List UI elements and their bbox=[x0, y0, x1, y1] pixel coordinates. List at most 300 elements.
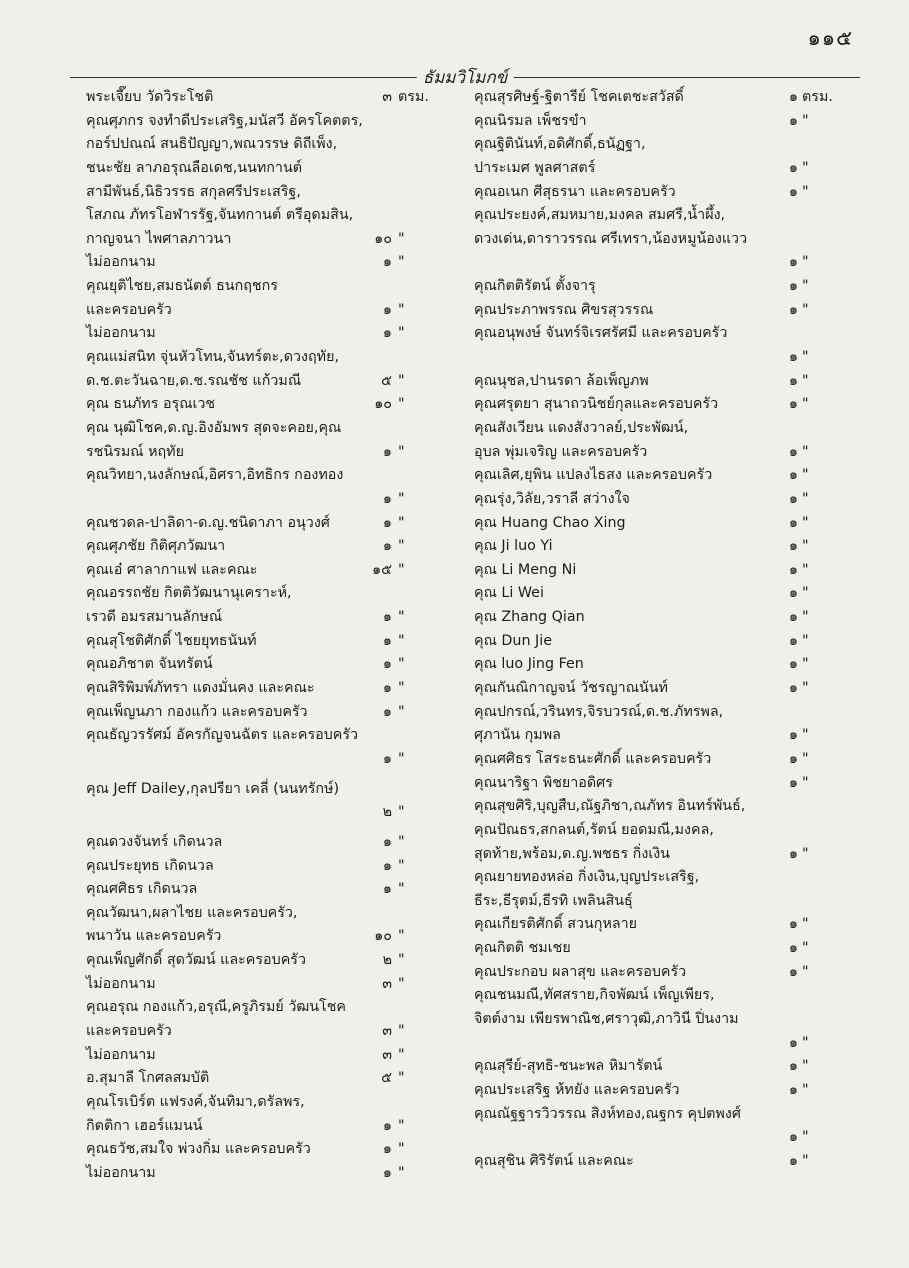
donor-entry bbox=[474, 819, 842, 843]
donation-amount: ๑ bbox=[788, 112, 798, 129]
donation-unit: " bbox=[398, 1046, 405, 1063]
donation-unit: " bbox=[802, 349, 809, 366]
donation-unit: " bbox=[802, 940, 809, 957]
donor-entry bbox=[474, 275, 842, 299]
donor-entry bbox=[474, 772, 842, 796]
donation-amount: ๑ bbox=[382, 301, 392, 318]
donor-name: คุณวัฒนา,ผลาไชย และครอบครัว, bbox=[86, 904, 298, 921]
donor-name: คุณอนุพงษ์ จันทร์จิเรศรัศมี และครอบครัว bbox=[474, 325, 728, 342]
donor-name: พระเจี๊ยบ วัดวิระโชติ bbox=[86, 89, 214, 105]
donor-entry bbox=[474, 890, 842, 914]
donation-amount: ๑ bbox=[788, 1129, 798, 1146]
donation-amount: ๑ bbox=[788, 443, 798, 460]
donor-entry bbox=[474, 795, 842, 819]
donor-name: คุณสุโชติศักดิ์ ไชยยุทธนันท์ bbox=[86, 632, 257, 649]
donor-name: คุณกันณิกาญจน์ วัชรญาณนันท์ bbox=[474, 680, 668, 697]
donor-entry bbox=[86, 748, 456, 772]
donor-name: ไม่ออกนาม bbox=[86, 975, 156, 992]
donor-entry bbox=[86, 535, 456, 559]
donation-amount: ๑ bbox=[788, 183, 798, 200]
donor-name: คุณยายทองหล่อ กิ่งเงิน,บุญประเสริฐ, bbox=[474, 869, 700, 886]
donor-entry bbox=[86, 996, 456, 1020]
donor-entry bbox=[86, 275, 456, 299]
donation-unit: " bbox=[802, 585, 809, 602]
donation-unit: " bbox=[802, 467, 809, 484]
donor-entry bbox=[474, 1055, 842, 1079]
donor-name: คุณโรเบิร์ต แฟรงค์,จันทิมา,ดรัลพร, bbox=[86, 1093, 305, 1110]
donation-unit: " bbox=[398, 656, 405, 673]
donor-name: คุณยุติไชย,สมธนัตต์ ธนกฤชกร bbox=[86, 278, 278, 295]
donor-name: คุณอรุณ กองแก้ว,อรุณี,ครูภิรมย์ วัฒนโชค bbox=[86, 999, 346, 1016]
donor-entry bbox=[474, 1079, 842, 1103]
donation-unit: " bbox=[398, 396, 405, 413]
donor-name: คุณประยงค์,สมหมาย,มงคล สมศรี,น้ำผึ้ง, bbox=[474, 207, 726, 224]
donation-amount: ๑ bbox=[788, 680, 798, 697]
donation-amount: ๑ bbox=[382, 656, 392, 673]
donation-amount: ๑ bbox=[382, 538, 392, 555]
donation-unit: " bbox=[802, 656, 809, 673]
donor-name: สุดท้าย,พร้อม,ด.ญ.พชธร กิ่งเงิน bbox=[474, 845, 670, 862]
donor-entry bbox=[86, 677, 456, 701]
donation-unit: " bbox=[802, 680, 809, 697]
donor-entry bbox=[86, 855, 456, 879]
donor-name: คุณ Zhang Qian bbox=[474, 609, 585, 626]
donation-amount: ๑ bbox=[788, 349, 798, 366]
donation-amount: ๑ bbox=[382, 254, 392, 271]
donor-name: พนาวัน และครอบครัว bbox=[86, 928, 222, 945]
donor-name: คุณ Li Meng Ni bbox=[474, 561, 577, 578]
donor-name: คุณศศิธร โสระธนะศักดิ์ และครอบครัว bbox=[474, 750, 712, 767]
donation-amount: ๑ bbox=[788, 1152, 798, 1169]
donor-name: คุณ นุฒิโชค,ด.ญ.อิงอัมพร สุดจะคอย,คุณ bbox=[86, 419, 342, 436]
donor-name: คุณนาริฐา พิชยาอดิศร bbox=[474, 774, 613, 791]
donor-name: คุณฐิตินันท์,อดิศักดิ์,ธนัฏฐา, bbox=[474, 136, 646, 153]
donation-amount: ๑ bbox=[382, 881, 392, 898]
donor-name: ไม่ออกนาม bbox=[86, 254, 156, 271]
donor-name: เรวดี อมรสมานลักษณ์ bbox=[86, 609, 223, 626]
header-title: ธัมมวิโมกข์ bbox=[417, 64, 514, 91]
donor-name: คุณประกอบ ผลาสุข และครอบครัว bbox=[474, 963, 687, 980]
donor-entry bbox=[474, 1103, 842, 1127]
donor-entry bbox=[86, 949, 456, 973]
donor-name: คุณ Ji luo Yi bbox=[474, 538, 553, 555]
donation-unit: " bbox=[802, 609, 809, 626]
donation-amount: ๕ bbox=[381, 1070, 392, 1087]
donation-amount: ๕ bbox=[381, 372, 392, 389]
donor-name: รชนิรมณ์ หฤทัย bbox=[86, 443, 184, 460]
donation-amount: ๑ bbox=[788, 609, 798, 626]
donor-entry bbox=[86, 86, 456, 110]
donor-entry bbox=[474, 701, 842, 725]
donation-amount: ๑๕ bbox=[372, 561, 392, 578]
donation-amount: ๑ bbox=[382, 680, 392, 697]
donor-entry bbox=[86, 1044, 456, 1068]
donor-entry bbox=[86, 1091, 456, 1115]
donation-unit: ตรม. bbox=[398, 89, 429, 105]
donor-name: อุบล พุ่มเจริญ และครอบครัว bbox=[474, 443, 648, 460]
donor-name: คุณ ธนภัทร อรุณเวช bbox=[86, 396, 216, 413]
donation-unit: " bbox=[802, 750, 809, 767]
donor-entry bbox=[474, 204, 842, 228]
donor-name: คุณ luo Jing Fen bbox=[474, 656, 584, 673]
donation-unit: " bbox=[398, 703, 405, 720]
donation-unit: " bbox=[802, 774, 809, 791]
donor-entry bbox=[86, 630, 456, 654]
donor-name: คุณสุขศิริ,บุญสืบ,ณัฐภิชา,ณภัทร อินทร์พันธ์, bbox=[474, 798, 746, 815]
donation-unit: " bbox=[398, 928, 405, 945]
donor-name: คุณธวัช,สมใจ พ่วงกิ่ม และครอบครัว bbox=[86, 1141, 311, 1158]
donor-name: คุณวิทยา,นงลักษณ์,อิศรา,อิทธิกร กองทอง bbox=[86, 467, 344, 484]
donor-name: กิตติกา เฮอร์แมนน์ bbox=[86, 1117, 203, 1134]
donor-entry bbox=[86, 228, 456, 252]
donor-name: และครอบครัว bbox=[86, 1022, 172, 1039]
donor-entry bbox=[474, 464, 842, 488]
donation-amount: ๒ bbox=[382, 804, 392, 821]
donation-amount: ๑ bbox=[788, 254, 798, 271]
donation-amount: ๑ bbox=[788, 1058, 798, 1075]
donor-name: กอร์ปปณณ์ สนธิปัญญา,พณวรรษ ดิถีเพ็ง, bbox=[86, 136, 338, 153]
donation-unit: " bbox=[398, 632, 405, 649]
donation-amount: ๑๐ bbox=[374, 396, 392, 413]
donation-amount: ๑ bbox=[382, 1164, 392, 1181]
donation-unit: " bbox=[398, 952, 405, 969]
donation-amount: ๓ bbox=[382, 1046, 392, 1063]
donation-unit: " bbox=[802, 159, 809, 176]
donor-entry bbox=[86, 157, 456, 181]
donor-entry bbox=[474, 866, 842, 890]
donation-unit: ตรม. bbox=[802, 89, 833, 105]
donor-name: คุณประยุทธ เกิดนวล bbox=[86, 857, 214, 874]
donation-unit: " bbox=[398, 1164, 405, 1181]
donor-entry bbox=[86, 393, 456, 417]
donation-amount: ๒ bbox=[382, 952, 392, 969]
donation-unit: " bbox=[802, 1081, 809, 1098]
donation-unit: " bbox=[398, 490, 405, 507]
donation-unit: " bbox=[802, 845, 809, 862]
donor-name: คุณธัญวรรัศม์ อัครกัญจนฉัตร และครอบครัว bbox=[86, 727, 359, 744]
donation-unit: " bbox=[398, 750, 405, 767]
donor-name: คุณศรุตยา สุนาถวนิชย์กุลและครอบครัว bbox=[474, 396, 719, 413]
donor-name: คุณ Jeff Dailey,กุลปรียา เคลี่ (นนทรักษ์) bbox=[86, 780, 340, 797]
donation-unit: " bbox=[398, 609, 405, 626]
donor-entry bbox=[474, 228, 842, 252]
donor-entry bbox=[86, 441, 456, 465]
donation-unit: " bbox=[398, 857, 405, 874]
donor-entry bbox=[474, 86, 842, 110]
donor-entry bbox=[474, 251, 842, 275]
donation-amount: ๑ bbox=[382, 632, 392, 649]
donation-unit: " bbox=[398, 1117, 405, 1134]
donor-entry bbox=[474, 370, 842, 394]
donation-unit: " bbox=[802, 112, 809, 129]
donor-name: คุณณัฐฐารวิวรรณ สิงห์ทอง,ณฐกร คุปตพงศ์ bbox=[474, 1105, 741, 1122]
donation-amount: ๑ bbox=[788, 396, 798, 413]
donor-entry bbox=[86, 973, 456, 997]
donation-unit: " bbox=[398, 538, 405, 555]
donation-unit: " bbox=[802, 183, 809, 200]
donation-amount: ๑ bbox=[788, 940, 798, 957]
donor-entry bbox=[474, 937, 842, 961]
donation-amount: ๑ bbox=[788, 1034, 798, 1051]
donor-name: คุณเพ็ญนภา กองแก้ว และครอบครัว bbox=[86, 703, 308, 720]
donation-amount: ๑ bbox=[788, 774, 798, 791]
donor-entry bbox=[474, 843, 842, 867]
donor-name: โสภณ ภัทรโอฬารรัฐ,จันทกานต์ ตรีอุดมสิน, bbox=[86, 207, 354, 224]
donation-amount: ๑ bbox=[788, 585, 798, 602]
donation-unit: " bbox=[398, 804, 405, 821]
donation-amount: ๑ bbox=[788, 916, 798, 933]
donor-name: คุณนิรมล เพ็ชรขำ bbox=[474, 112, 587, 129]
donor-name: คุณแม่สนิท จุ่นหัวโทน,จันทร์ตะ,ดวงฤทัย, bbox=[86, 349, 340, 366]
donation-unit: " bbox=[802, 301, 809, 318]
donor-entry bbox=[86, 204, 456, 228]
donation-amount: ๑ bbox=[788, 372, 798, 389]
donation-amount: ๓ bbox=[382, 89, 392, 105]
donor-entry bbox=[474, 393, 842, 417]
donation-amount: ๑ bbox=[788, 514, 798, 531]
donor-name: ปาระเมศ พูลศาสตร์ bbox=[474, 159, 596, 176]
donor-entry bbox=[86, 831, 456, 855]
donor-entry bbox=[474, 913, 842, 937]
donation-amount: ๑ bbox=[382, 514, 392, 531]
donor-entry bbox=[474, 1126, 842, 1150]
donor-name: คุณนุชล,ปานรดา ล้อเพ็ญภพ bbox=[474, 372, 649, 389]
donation-unit: " bbox=[398, 881, 405, 898]
donor-entry bbox=[474, 677, 842, 701]
donation-amount: ๑ bbox=[788, 538, 798, 555]
donor-entry bbox=[474, 559, 842, 583]
donation-amount: ๑ bbox=[382, 1117, 392, 1134]
donation-unit: " bbox=[802, 1058, 809, 1075]
donor-entry bbox=[86, 251, 456, 275]
donor-name: ไม่ออกนาม bbox=[86, 325, 156, 342]
donor-entry bbox=[474, 1150, 842, 1174]
donor-entry bbox=[86, 925, 456, 949]
donor-name: คุณชนมณี,ทัศสราย,กิจพัฒน์ เพ็ญเพียร, bbox=[474, 987, 715, 1004]
donor-entry bbox=[86, 322, 456, 346]
donor-name: คุณกิตติ ชมเชย bbox=[474, 940, 571, 957]
donor-entry bbox=[474, 133, 842, 157]
donor-entry bbox=[474, 441, 842, 465]
donor-name: ไม่ออกนาม bbox=[86, 1164, 156, 1181]
donation-amount: ๑ bbox=[788, 963, 798, 980]
donation-amount: ๑ bbox=[382, 857, 392, 874]
donation-unit: " bbox=[802, 916, 809, 933]
donation-amount: ๑ bbox=[788, 159, 798, 176]
donation-unit: " bbox=[398, 443, 405, 460]
donation-amount: ๑ bbox=[788, 89, 798, 105]
donor-name: คุณอภิชาต จันทรัตน์ bbox=[86, 656, 213, 673]
donor-entry bbox=[86, 902, 456, 926]
donation-unit: " bbox=[802, 1034, 809, 1051]
donation-unit: " bbox=[398, 561, 405, 578]
donor-entry bbox=[474, 984, 842, 1008]
donation-unit: " bbox=[802, 1152, 809, 1169]
donation-unit: " bbox=[398, 230, 405, 247]
donor-entry bbox=[474, 110, 842, 134]
donor-name: คุณเลิศ,ยุพิน แปลงไธสง และครอบครัว bbox=[474, 467, 713, 484]
donation-amount: ๑ bbox=[382, 833, 392, 850]
donor-name: คุณสุชิน ศิริรัตน์ และคณะ bbox=[474, 1152, 634, 1169]
donor-entry bbox=[86, 346, 456, 370]
right-donor-column bbox=[474, 86, 842, 1173]
donation-unit: " bbox=[398, 325, 405, 342]
donation-amount: ๑ bbox=[788, 278, 798, 295]
donation-amount: ๑ bbox=[788, 845, 798, 862]
donation-unit: " bbox=[398, 975, 405, 992]
donor-name: ธีระ,ธีรุตม์,ธีรทิ เพลินสินธุ์ bbox=[474, 892, 633, 909]
donor-entry bbox=[86, 1067, 456, 1091]
donation-unit: " bbox=[802, 443, 809, 460]
donor-entry bbox=[86, 417, 456, 441]
donor-entry bbox=[86, 701, 456, 725]
donor-entry bbox=[86, 801, 456, 825]
donor-entry bbox=[86, 488, 456, 512]
donor-name: อ.สุมาลี โกศลสมบัติ bbox=[86, 1070, 210, 1087]
donor-entry bbox=[86, 181, 456, 205]
donor-name: ด.ช.ตะวันฉาย,ด.ช.รณชัช แก้วมณี bbox=[86, 372, 302, 389]
donor-name: ชนะชัย ลาภอรุณลือเดช,นนทกานต์ bbox=[86, 159, 303, 176]
donor-name: คุณรุ่ง,วิลัย,วราลี สว่างใจ bbox=[474, 490, 630, 507]
donor-entry bbox=[474, 299, 842, 323]
donor-entry bbox=[474, 346, 842, 370]
donation-unit: " bbox=[398, 1022, 405, 1039]
donor-entry bbox=[86, 1115, 456, 1139]
donation-unit: " bbox=[802, 278, 809, 295]
donor-entry bbox=[86, 110, 456, 134]
donor-entry bbox=[474, 488, 842, 512]
donor-entry bbox=[86, 878, 456, 902]
donor-entry bbox=[86, 464, 456, 488]
donor-name: คุณ Huang Chao Xing bbox=[474, 514, 626, 531]
donation-unit: " bbox=[398, 514, 405, 531]
donation-amount: ๑ bbox=[382, 325, 392, 342]
donor-name: คุณปัณธร,สกลนต์,รัตน์ ยอดมณี,มงคล, bbox=[474, 821, 714, 838]
donor-entry bbox=[474, 1032, 842, 1056]
donation-amount: ๑ bbox=[788, 656, 798, 673]
donor-entry bbox=[86, 653, 456, 677]
donation-amount: ๑๐ bbox=[374, 230, 392, 247]
donor-name: และครอบครัว bbox=[86, 301, 172, 318]
donation-amount: ๑ bbox=[382, 750, 392, 767]
donation-amount: ๑ bbox=[382, 490, 392, 507]
donation-amount: ๑ bbox=[788, 301, 798, 318]
donation-amount: ๓ bbox=[382, 1022, 392, 1039]
donor-entry bbox=[474, 535, 842, 559]
page-number: ๑๑๕ bbox=[807, 26, 853, 50]
donor-entry bbox=[474, 748, 842, 772]
donor-entry bbox=[474, 157, 842, 181]
donation-unit: " bbox=[802, 727, 809, 744]
donation-unit: " bbox=[398, 254, 405, 271]
donor-entry bbox=[86, 512, 456, 536]
donor-entry bbox=[474, 630, 842, 654]
donation-amount: ๑๐ bbox=[374, 928, 392, 945]
donation-unit: " bbox=[398, 680, 405, 697]
donation-unit: " bbox=[802, 963, 809, 980]
donation-unit: " bbox=[398, 1070, 405, 1087]
donation-unit: " bbox=[398, 372, 405, 389]
donor-entry bbox=[474, 961, 842, 985]
donor-name: คุณประเสริฐ ห้ทยัง และครอบครัว bbox=[474, 1081, 680, 1098]
donation-unit: " bbox=[802, 632, 809, 649]
donor-name: คุณเพ็ญศักดิ์ สุดวัฒน์ และครอบครัว bbox=[86, 952, 306, 969]
donor-name: คุณศุภชัย กิติศุภวัฒนา bbox=[86, 538, 226, 555]
donation-amount: ๑ bbox=[382, 703, 392, 720]
donor-entry bbox=[86, 724, 456, 748]
donation-unit: " bbox=[398, 301, 405, 318]
donor-name: คุณ Dun Jie bbox=[474, 632, 553, 649]
donor-name: คุณสุรีย์-สุทธิ-ชนะพล หิมารัตน์ bbox=[474, 1058, 663, 1075]
donation-amount: ๑ bbox=[382, 609, 392, 626]
donation-amount: ๑ bbox=[382, 1141, 392, 1158]
donor-name: คุณดวงจันทร์ เกิดนวล bbox=[86, 833, 223, 850]
donor-entry bbox=[474, 181, 842, 205]
donation-amount: ๑ bbox=[788, 561, 798, 578]
donor-entry bbox=[86, 299, 456, 323]
donor-entry bbox=[86, 559, 456, 583]
donor-entry bbox=[474, 417, 842, 441]
donor-entry bbox=[86, 370, 456, 394]
donation-amount: ๑ bbox=[788, 467, 798, 484]
donor-name: คุณสุรศิษฐ์-ฐิตารีย์ โชคเตชะสวัสดิ์ bbox=[474, 89, 684, 105]
donor-name: คุณเอ๋ ศาลากาแฟ และคณะ bbox=[86, 561, 258, 578]
donation-unit: " bbox=[802, 538, 809, 555]
donor-name: คุณเกียรติศักดิ์ สวนกุหลาย bbox=[474, 916, 638, 933]
donation-amount: ๑ bbox=[788, 1081, 798, 1098]
donation-unit: " bbox=[802, 1129, 809, 1146]
donor-name: คุณอรรถชัย กิตติวัฒนานุเคราะห์, bbox=[86, 585, 292, 602]
left-donor-column bbox=[86, 86, 456, 1185]
donor-entry bbox=[474, 512, 842, 536]
donor-name: คุณ Li Wei bbox=[474, 585, 544, 602]
donation-unit: " bbox=[802, 396, 809, 413]
donor-name: กาญจนา ไพศาลภาวนา bbox=[86, 230, 232, 247]
donation-unit: " bbox=[802, 561, 809, 578]
donation-unit: " bbox=[802, 490, 809, 507]
donor-name: คุณสิริพิมพ์ภัทรา แดงมั่นคง และคณะ bbox=[86, 680, 315, 697]
donation-amount: ๑ bbox=[788, 727, 798, 744]
donor-name: จิตต์งาม เพียรพาณิช,ศราวุฒิ,ภาวินี ปิ่นงาม bbox=[474, 1010, 739, 1027]
donor-name: ไม่ออกนาม bbox=[86, 1046, 156, 1063]
donor-name: คุณศุภกร จงทำดีประเสริฐ,มนัสวี อัครโคตตร, bbox=[86, 112, 363, 129]
donor-entry bbox=[474, 606, 842, 630]
donor-name: คุณอเนก ศีสุธรนา และครอบครัว bbox=[474, 183, 676, 200]
donor-entry bbox=[86, 1162, 456, 1186]
donor-entry bbox=[474, 582, 842, 606]
donor-entry bbox=[474, 1008, 842, 1032]
donor-name: คุณชวดล-ปาลิดา-ด.ญ.ชนิดาภา อนุวงศ์ bbox=[86, 514, 330, 531]
donation-amount: ๑ bbox=[788, 490, 798, 507]
donor-name: คุณศศิธร เกิดนวล bbox=[86, 881, 198, 898]
donor-name: ดวงเด่น,ดาราวรรณ ศรีเทรา,น้องหมูน้องแวว bbox=[474, 230, 748, 247]
donation-amount: ๑ bbox=[788, 632, 798, 649]
donor-name: คุณประภาพรรณ ศิขรสุวรรณ bbox=[474, 301, 654, 318]
donor-entry bbox=[474, 724, 842, 748]
donation-unit: " bbox=[398, 1141, 405, 1158]
donation-amount: ๓ bbox=[382, 975, 392, 992]
donation-amount: ๑ bbox=[788, 750, 798, 767]
donor-entry bbox=[86, 1020, 456, 1044]
donation-unit: " bbox=[802, 254, 809, 271]
donor-entry bbox=[86, 582, 456, 606]
donor-name: ศุภานัน กุมพล bbox=[474, 727, 561, 744]
donation-unit: " bbox=[398, 833, 405, 850]
donor-entry bbox=[86, 1138, 456, 1162]
donor-name: คุณสังเวียน แดงสังวาลย์,ประพัฒน์, bbox=[474, 419, 689, 436]
donor-entry bbox=[86, 133, 456, 157]
donor-entry bbox=[86, 606, 456, 630]
